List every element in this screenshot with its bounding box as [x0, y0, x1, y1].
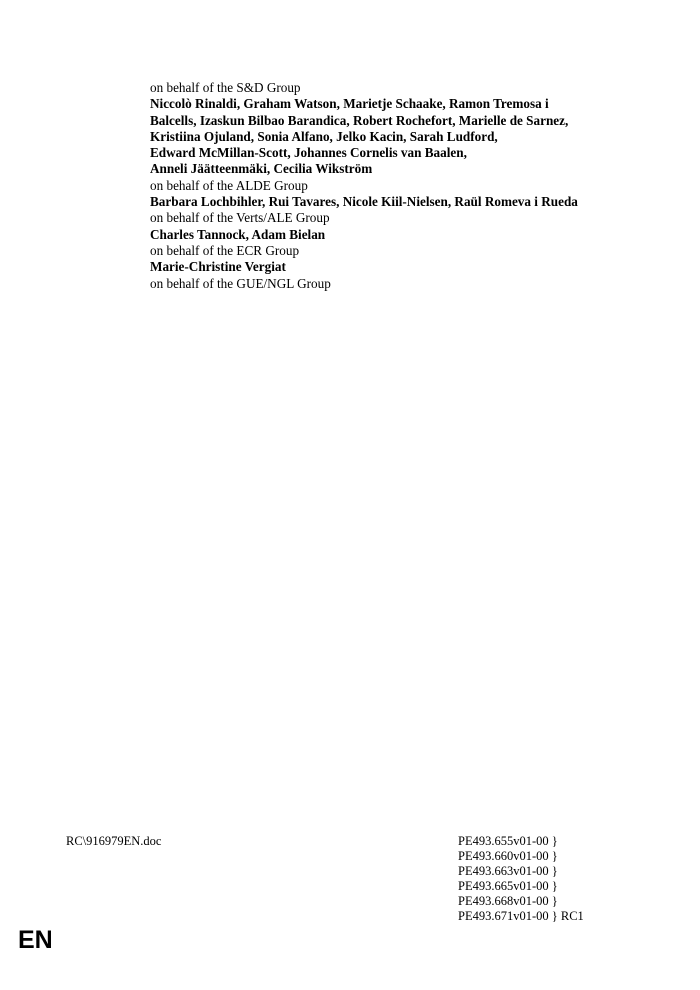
pe-reference: PE493.655v01-00 } — [458, 834, 558, 848]
member-names-line: Barbara Lochbihler, Rui Tavares, Nicole Kiil-Nielsen, Raül Romeva i Rueda — [150, 194, 578, 210]
signatories-block — [150, 80, 630, 292]
document-reference: RC\916979EN.doc — [66, 834, 162, 848]
member-names-line: Charles Tannock, Adam Bielan — [150, 226, 326, 242]
language-code: EN — [18, 926, 53, 954]
group-line-sd: on behalf of the S&D Group — [150, 80, 301, 95]
pe-reference: PE493.671v01-00 } RC1 — [458, 909, 584, 923]
group-line-ecr: on behalf of the ECR Group — [150, 242, 300, 258]
member-names-line: Niccolò Rinaldi, Graham Watson, Marietje Schaake, Ramon Tremosa i — [150, 96, 549, 112]
pe-reference: PE493.660v01-00 } — [458, 849, 558, 863]
group-line-alde: on behalf of the ALDE Group — [150, 177, 308, 193]
group-line-gue-ngl: on behalf of the GUE/NGL Group — [150, 275, 331, 291]
pe-reference: PE493.665v01-00 } — [458, 879, 558, 893]
member-names-line: Marie-Christine Vergiat — [150, 259, 286, 275]
member-names-line: Kristiina Ojuland, Sonia Alfano, Jelko Kacin, Sarah Ludford, — [150, 128, 498, 144]
member-names-line: Anneli Jäätteenmäki, Cecilia Wikström — [150, 161, 373, 177]
group-line-verts-ale: on behalf of the Verts/ALE Group — [150, 210, 330, 226]
pe-reference-list — [458, 834, 584, 924]
pe-reference: PE493.663v01-00 } — [458, 864, 558, 878]
member-names-line: Balcells, Izaskun Bilbao Barandica, Robert Rochefort, Marielle de Sarnez, — [150, 112, 569, 128]
member-names-line: Edward McMillan-Scott, Johannes Cornelis van Baalen, — [150, 145, 467, 161]
pe-reference: PE493.668v01-00 } — [458, 894, 558, 908]
